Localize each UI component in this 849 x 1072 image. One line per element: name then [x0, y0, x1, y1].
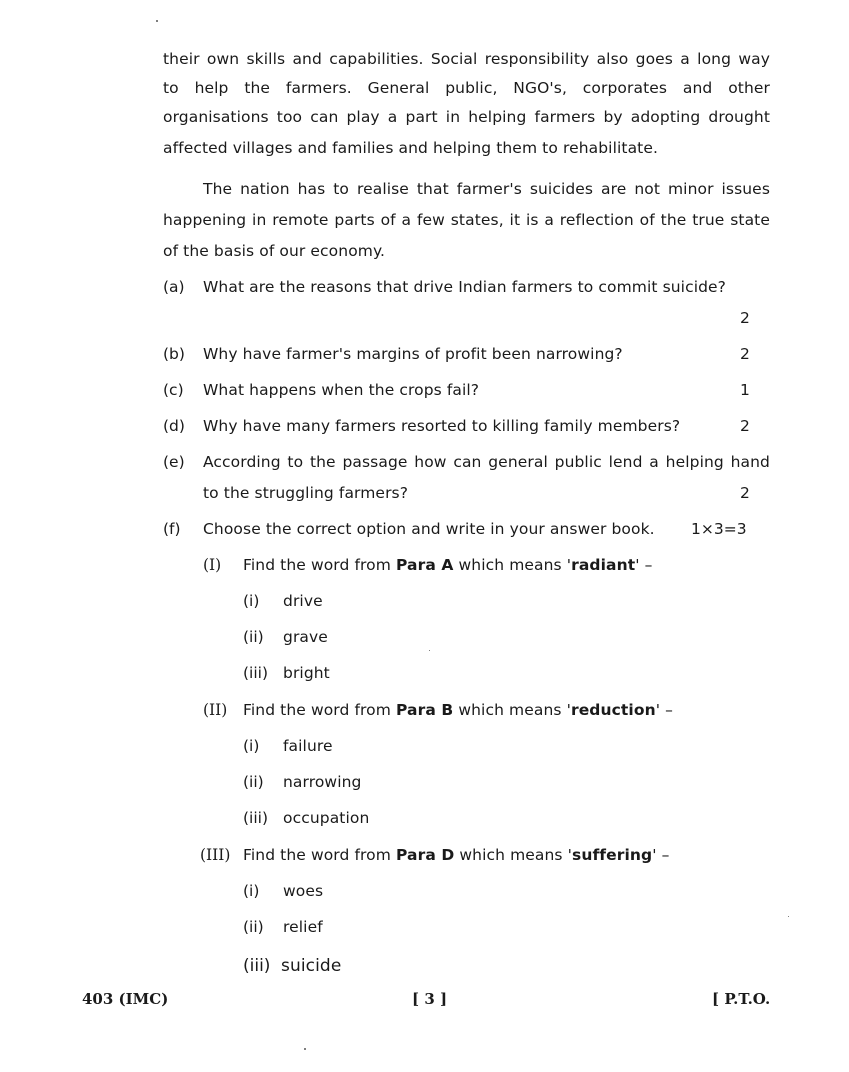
para-reference: Para B	[395, 701, 454, 719]
scan-speck	[156, 20, 158, 22]
option-label: (ii)	[243, 918, 264, 936]
passage-line: affected villages and families and helping them to rehabilitate.	[163, 139, 659, 157]
option-text: narrowing	[283, 773, 362, 791]
option-text: drive	[283, 592, 323, 610]
target-word: reduction	[570, 701, 656, 719]
question-label: (c)	[163, 381, 184, 399]
scan-speck	[788, 916, 789, 917]
question-marks: 2	[740, 417, 750, 435]
option-text: bright	[283, 664, 330, 682]
target-word: radiant	[571, 556, 636, 574]
question-text: What are the reasons that drive Indian farmers to commit suicide?	[203, 278, 727, 296]
para-reference: Para A	[395, 556, 454, 574]
question-text: What happens when the crops fail?	[203, 381, 480, 399]
subquestion-label: (III)	[200, 846, 231, 864]
question-marks: 2	[740, 309, 750, 327]
question-marks: 1×3=3	[691, 520, 747, 538]
option-label: (iii)	[243, 809, 269, 827]
option-label: (iii)	[243, 956, 271, 976]
question-label: (a)	[163, 278, 185, 296]
option-text: woes	[283, 882, 324, 900]
option-text: relief	[283, 918, 323, 936]
question-label: (d)	[163, 417, 185, 435]
question-text: to the struggling farmers?	[203, 484, 409, 502]
option-label: (ii)	[243, 773, 264, 791]
question-label: (f)	[163, 520, 181, 538]
passage-line: their own skills and capabilities. Social responsibility also goes a long way	[163, 50, 770, 68]
option-label: (i)	[243, 737, 260, 755]
passage-line: to help the farmers. General public, NGO's, corporates and other	[163, 79, 770, 97]
question-label: (e)	[163, 453, 185, 471]
subquestion-text: Find the word from Para B which means 'reduction' –	[243, 701, 673, 719]
passage-line: happening in remote parts of a few states, it is a reflection of the true state	[163, 211, 770, 229]
question-text: Why have farmer's margins of profit been narrowing?	[203, 345, 623, 363]
subquestion-label: (I)	[203, 556, 222, 574]
option-text: occupation	[283, 809, 370, 827]
option-label: (i)	[243, 592, 260, 610]
para-reference: Para D	[395, 846, 455, 864]
question-marks: 2	[740, 345, 750, 363]
passage-line: of the basis of our economy.	[163, 242, 386, 260]
target-word: suffering	[572, 846, 653, 864]
subquestion-text: Find the word from Para D which means 'suffering' –	[243, 846, 670, 864]
option-label: (i)	[243, 882, 260, 900]
page-number: [ 3 ]	[412, 990, 448, 1008]
question-marks: 2	[740, 484, 750, 502]
passage-line: organisations too can play a part in helping farmers by adopting drought	[163, 108, 770, 126]
question-label: (b)	[163, 345, 185, 363]
option-label: (iii)	[243, 664, 269, 682]
option-text: failure	[283, 737, 333, 755]
option-text: grave	[283, 628, 328, 646]
question-text: Why have many farmers resorted to killing family members?	[203, 417, 681, 435]
question-text: According to the passage how can general public lend a helping hand	[203, 453, 770, 471]
subquestion-text: Find the word from Para A which means 'radiant' –	[243, 556, 653, 574]
subquestion-label: (II)	[203, 701, 228, 719]
option-label: (ii)	[243, 628, 264, 646]
passage-line: The nation has to realise that farmer's suicides are not minor issues	[203, 180, 770, 198]
paper-code: 403 (IMC)	[82, 990, 169, 1008]
question-marks: 1	[740, 381, 750, 399]
option-text: suicide	[281, 956, 342, 976]
scan-speck	[304, 1048, 306, 1050]
pto-note: [ P.T.O.	[712, 990, 771, 1008]
scan-speck	[429, 650, 430, 651]
question-text: Choose the correct option and write in your answer book.	[203, 520, 655, 538]
